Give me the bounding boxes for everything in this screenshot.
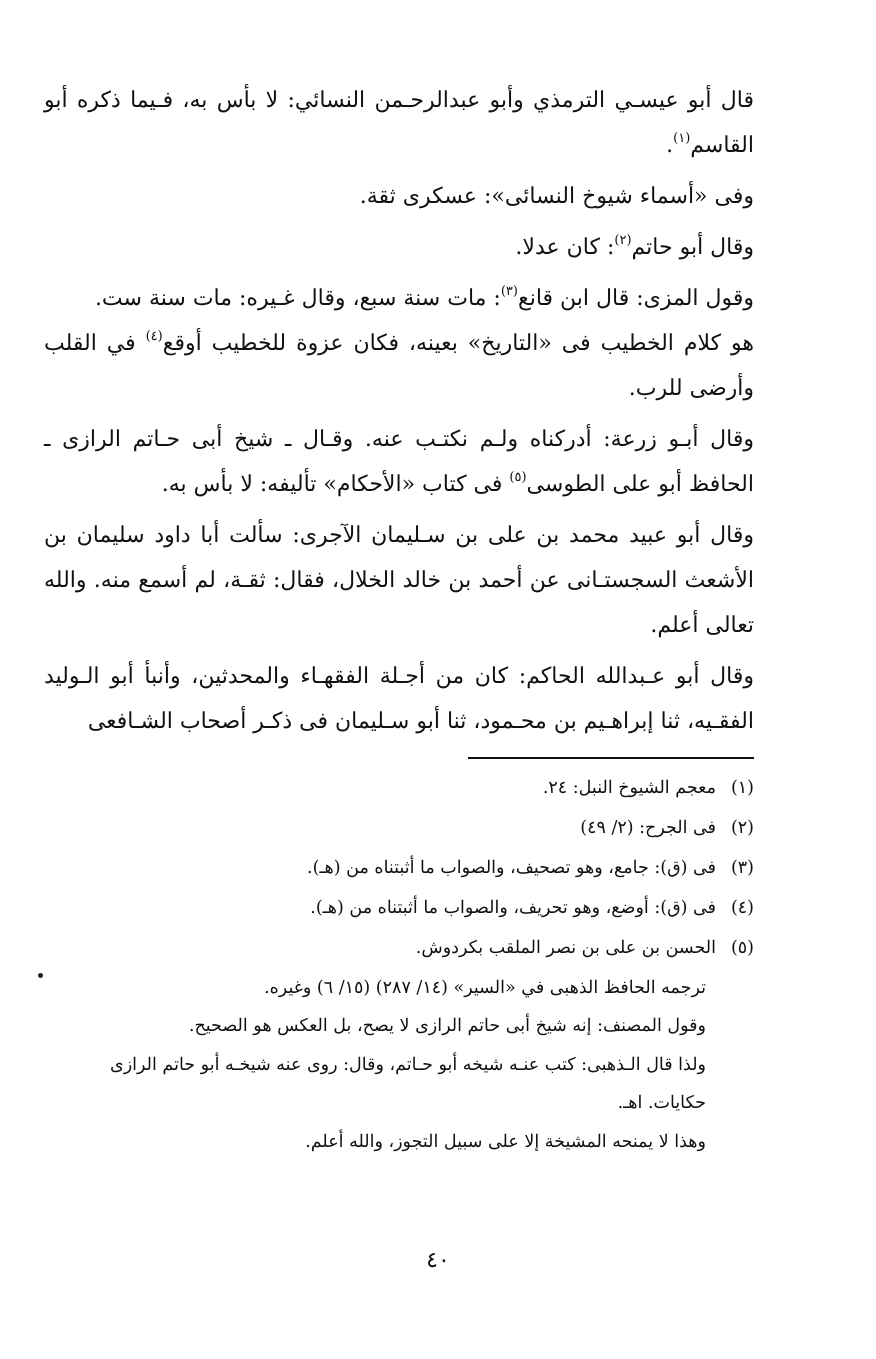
footnotes [70, 770, 754, 1162]
footnote-number: (١) [730, 778, 754, 798]
footnote-3 [70, 850, 754, 886]
footnote-number: (٥) [730, 938, 754, 958]
paragraph-text: وقال أبو عـبدالله الحاكم: كان من أجـلة الفقهـاء والمحدثين، وأنبأ أبو الـوليد الفقـيه، ثنا إبراهـيم بن محـمود، ثنا أبو سـليمان فى ذكـر أصحاب الشـافعى [44, 664, 754, 734]
footnote-5-continuation: ولذا قال الـذهبى: كتب عنـه شيخه أبو حـاتم، وقال: روى عنه شيخـه أبو حاتم الرازى حكايات. اهـ. [110, 1055, 706, 1113]
paragraph-text: وقال أبو حاتم [631, 235, 754, 260]
footnote-separator [468, 757, 754, 759]
paragraph-text: وقول المزى: قال ابن قانع [517, 286, 754, 311]
paragraph-2 [44, 174, 754, 219]
paragraph-4 [44, 276, 754, 321]
paragraph-text: وقال أبـو زرعة: أدركناه ولـم نكتـب عنه. وقـال ـ شيخ أبى حـاتم الرازى ـ الحافظ أبو على الطوسى [44, 427, 754, 497]
footnote-number: (٤) [730, 898, 754, 918]
footnote-number: (٣) [730, 858, 754, 878]
paragraph-tail: في القلب وأرضى للرب. [44, 331, 754, 401]
main-text [44, 78, 754, 750]
footnote-ref-2: (٢) [614, 233, 632, 248]
footnote-text: معجم الشيوخ النبل: ٢٤. [542, 778, 716, 798]
footnote-text: فى الجرح: (٢/ ٤٩) [580, 818, 716, 838]
footnote-ref-5: (٥) [509, 470, 527, 485]
footnote-5-continuation: وقول المصنف: إنه شيخ أبى حاتم الرازى لا يصح، بل العكس هو الصحيح. [188, 1016, 706, 1036]
paragraph-7 [44, 513, 754, 648]
footnote-1 [70, 770, 754, 806]
footnote-ref-3: (٣) [500, 284, 518, 299]
footnote-text: فى (ق): أوضع، وهو تحريف، والصواب ما أثبتناه من (هـ). [310, 898, 716, 918]
paragraph-text: قال أبو عيسـي الترمذي وأبو عبدالرحـمن النسائي: لا بأس به، فـيما ذكره أبو القاسم [44, 88, 754, 158]
footnote-ref-1: (١) [673, 131, 691, 146]
paragraph-1 [44, 78, 754, 168]
paragraph-8 [44, 654, 754, 744]
paragraph-text: وقال أبو عبيد محمد بن على بن سـليمان الآجرى: سألت أبا داود سليمان بن الأشعث السجستـانى عن أحمد بن خالد الخلال، فقال: ثقـة، لم أسمع منه. والله تعالى أعلم. [44, 523, 754, 638]
paragraph-text: وفى «أسماء شيوخ النسائى»: عسكرى ثقة. [359, 184, 754, 209]
paragraph-tail: فى كتاب «الأحكام» تأليفه: لا بأس به. [161, 472, 510, 497]
scan-speck [38, 973, 43, 978]
footnote-2 [70, 810, 754, 846]
footnote-5 [70, 930, 754, 966]
footnote-5-continuation: ترجمه الحافظ الذهبى في «السير» (١٤/ ٢٨٧) (١٥/ ٦) وغيره. [264, 978, 706, 998]
footnote-4 [70, 890, 754, 926]
paragraph-6 [44, 417, 754, 507]
paragraph-tail: : مات سنة سبع، وقال غـيره: مات سنة ست. [94, 286, 501, 311]
page-number: ٤٠ [426, 1248, 450, 1273]
paragraph-3 [44, 225, 754, 270]
footnote-text: الحسن بن على بن نصر الملقب بكردوش. [415, 938, 716, 958]
paragraph-tail: . [666, 133, 674, 158]
footnote-5-continuation: وهذا لا يمنحه المشيخة إلا على سبيل التجوز، والله أعلم. [305, 1132, 706, 1152]
paragraph-tail: : كان عدلا. [515, 235, 615, 260]
paragraph-5 [44, 321, 754, 411]
footnote-number: (٢) [730, 818, 754, 838]
footnote-text: فى (ق): جامع، وهو تصحيف، والصواب ما أثبتناه من (هـ). [307, 858, 716, 878]
paragraph-text: هو كلام الخطيب فى «التاريخ» بعينه، فكان عزوة للخطيب أوقع [162, 331, 754, 356]
footnote-ref-4: (٤) [145, 329, 163, 344]
